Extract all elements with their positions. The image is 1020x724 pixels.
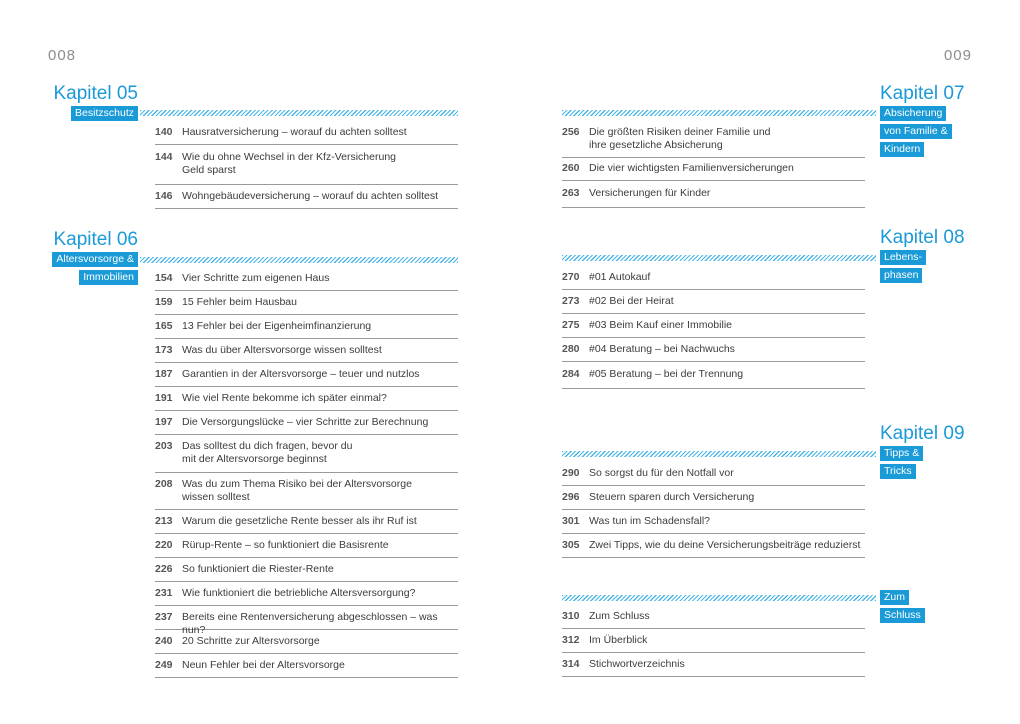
toc-entry-title: Garantien in der Altersvorsorge – teuer und nutzlos xyxy=(182,368,420,380)
toc-entry-title: Vier Schritte zum eigenen Haus xyxy=(182,272,330,284)
toc-entry[interactable] xyxy=(562,534,865,558)
chapter-tag: Altersvorsorge & xyxy=(52,252,138,267)
toc-entry-title: Zum Schluss xyxy=(589,610,650,622)
chapter-tag: von Familie & xyxy=(880,124,952,139)
toc-entry-title: 20 Schritte zur Altersvorsorge xyxy=(182,635,320,647)
hatch-divider xyxy=(562,451,876,457)
toc-list-schluss xyxy=(562,605,865,677)
toc-page-number: 197 xyxy=(155,416,173,428)
toc-page-number: 173 xyxy=(155,344,173,356)
toc-entry[interactable] xyxy=(562,290,865,314)
toc-entry-title: Neun Fehler bei der Altersvorsorge xyxy=(182,659,345,671)
toc-entry-title: Die größten Risiken deiner Familie und ihre gesetzliche Absicherung xyxy=(589,126,771,151)
toc-entry[interactable] xyxy=(562,314,865,338)
toc-entry-title: Stichwortverzeichnis xyxy=(589,658,685,670)
hatch-divider xyxy=(140,257,458,263)
chapter-tag: Zum xyxy=(880,590,909,605)
toc-page-number: 165 xyxy=(155,320,173,332)
chapter-tag: Absicherung xyxy=(880,106,946,121)
toc-page-number: 290 xyxy=(562,467,580,479)
toc-page-number: 273 xyxy=(562,295,580,307)
toc-entry-title: Was du über Altersvorsorge wissen solltest xyxy=(182,344,382,356)
chapter-tag: Schluss xyxy=(880,608,925,623)
toc-page-number: 191 xyxy=(155,392,173,404)
toc-page-number: 146 xyxy=(155,190,173,202)
toc-page-number: 284 xyxy=(562,368,580,380)
toc-page-number: 154 xyxy=(155,272,173,284)
toc-entry[interactable] xyxy=(562,158,865,181)
toc-entry[interactable] xyxy=(155,435,458,473)
toc-page-number: 159 xyxy=(155,296,173,308)
toc-entry-title: Die vier wichtigsten Familienversicherungen xyxy=(589,162,794,174)
toc-entry-title: So funktioniert die Riester-Rente xyxy=(182,563,334,575)
toc-entry[interactable] xyxy=(155,582,458,606)
chapter-tag: Immobilien xyxy=(79,270,138,285)
hatch-divider xyxy=(562,595,876,601)
toc-entry[interactable] xyxy=(155,339,458,363)
toc-entry[interactable] xyxy=(562,462,865,486)
toc-entry-title: Rürup-Rente – so funktioniert die Basisrente xyxy=(182,539,389,551)
toc-list-09 xyxy=(562,462,865,558)
chapter-tags-05 xyxy=(71,106,138,121)
toc-page-number: 270 xyxy=(562,271,580,283)
toc-entry[interactable] xyxy=(155,654,458,678)
toc-entry[interactable] xyxy=(155,145,458,185)
toc-page-number: 310 xyxy=(562,610,580,622)
toc-entry-title: #02 Bei der Heirat xyxy=(589,295,674,307)
hatch-divider xyxy=(562,255,876,261)
toc-entry[interactable] xyxy=(155,363,458,387)
toc-page-number: 203 xyxy=(155,440,173,452)
toc-entry[interactable] xyxy=(155,558,458,582)
toc-entry-title: Zwei Tipps, wie du deine Versicherungsbeiträge reduzierst xyxy=(589,539,861,551)
toc-page-number: 226 xyxy=(155,563,173,575)
toc-entry-title: #05 Beratung – bei der Trennung xyxy=(589,368,744,380)
toc-entry[interactable] xyxy=(155,473,458,510)
toc-entry-title: #03 Beim Kauf einer Immobilie xyxy=(589,319,732,331)
chapter-title-05: Kapitel 05 xyxy=(53,83,138,104)
toc-entry[interactable] xyxy=(155,411,458,435)
toc-page-number: 249 xyxy=(155,659,173,671)
toc-entry[interactable] xyxy=(562,653,865,677)
toc-page-number: 280 xyxy=(562,343,580,355)
toc-page-number: 296 xyxy=(562,491,580,503)
chapter-tags-08 xyxy=(880,250,926,283)
toc-list-08 xyxy=(562,266,865,389)
toc-entry-title: Die Versorgungslücke – vier Schritte zur Berechnung xyxy=(182,416,429,428)
toc-entry-title: Was tun im Schadensfall? xyxy=(589,515,711,527)
toc-page-number: 140 xyxy=(155,126,173,138)
toc-page-number: 231 xyxy=(155,587,173,599)
chapter-tag: Kindern xyxy=(880,142,924,157)
toc-list-06 xyxy=(155,267,458,678)
toc-entry-title: Wohngebäudeversicherung – worauf du achten solltest xyxy=(182,190,439,202)
toc-page-number: 213 xyxy=(155,515,173,527)
toc-page-number: 256 xyxy=(562,126,580,138)
page-number-right: 009 xyxy=(943,47,972,64)
toc-entry[interactable] xyxy=(155,267,458,291)
toc-page-number: 305 xyxy=(562,539,580,551)
toc-entry-title: #04 Beratung – bei Nachwuchs xyxy=(589,343,735,355)
chapter-title-06: Kapitel 06 xyxy=(53,229,138,250)
chapter-tag: Besitzschutz xyxy=(71,106,138,121)
toc-page-number: 263 xyxy=(562,187,580,199)
toc-entry[interactable] xyxy=(155,121,458,145)
toc-page-number: 275 xyxy=(562,319,580,331)
toc-entry[interactable] xyxy=(562,181,865,208)
chapter-tags-schluss xyxy=(880,590,925,623)
toc-page-number: 220 xyxy=(155,539,173,551)
toc-entry[interactable] xyxy=(155,291,458,315)
toc-entry[interactable] xyxy=(562,121,865,158)
toc-entry[interactable] xyxy=(155,534,458,558)
toc-page-number: 312 xyxy=(562,634,580,646)
hatch-divider xyxy=(562,110,876,116)
chapter-tag: Tipps & xyxy=(880,446,923,461)
toc-entry-title: Wie viel Rente bekomme ich später einmal? xyxy=(182,392,387,404)
chapter-tags-09 xyxy=(880,446,923,479)
toc-entry-title: Versicherungen für Kinder xyxy=(589,187,711,199)
toc-entry-title: Im Überblick xyxy=(589,634,648,646)
toc-entry[interactable] xyxy=(562,486,865,510)
toc-entry[interactable] xyxy=(562,266,865,290)
toc-entry[interactable] xyxy=(155,387,458,411)
toc-entry-title: Steuern sparen durch Versicherung xyxy=(589,491,755,503)
toc-entry-title: Warum die gesetzliche Rente besser als ihr Ruf ist xyxy=(182,515,417,527)
toc-entry[interactable] xyxy=(155,510,458,534)
toc-page-number: 144 xyxy=(155,151,173,163)
chapter-tag: Lebens- xyxy=(880,250,926,265)
toc-page-number: 208 xyxy=(155,478,173,490)
toc-list-07 xyxy=(562,121,865,208)
toc-entry-title: 13 Fehler bei der Eigenheimfinanzierung xyxy=(182,320,372,332)
toc-entry[interactable] xyxy=(155,185,458,209)
toc-page-number: 240 xyxy=(155,635,173,647)
toc-entry-title: Wie du ohne Wechsel in der Kfz-Versicherung Geld sparst xyxy=(182,151,396,176)
toc-page-number: 260 xyxy=(562,162,580,174)
toc-entry-title: Hausratversicherung – worauf du achten solltest xyxy=(182,126,407,138)
toc-entry-title: Bereits eine Rentenversicherung abgeschlossen – was nun? xyxy=(182,611,438,636)
toc-list-05 xyxy=(155,121,458,209)
toc-page-number: 187 xyxy=(155,368,173,380)
toc-entry[interactable] xyxy=(562,338,865,362)
toc-entry-title: 15 Fehler beim Hausbau xyxy=(182,296,297,308)
toc-entry[interactable] xyxy=(155,606,458,636)
toc-entry[interactable] xyxy=(562,362,865,389)
toc-entry-title: Was du zum Thema Risiko bei der Altersvorsorge wissen solltest xyxy=(182,478,412,503)
toc-entry-title: Wie funktioniert die betriebliche Altersversorgung? xyxy=(182,587,416,599)
chapter-tags-06 xyxy=(52,252,138,285)
toc-entry-title: Das solltest du dich fragen, bevor du mit der Altersvorsorge beginnst xyxy=(182,440,353,465)
hatch-divider xyxy=(140,110,458,116)
chapter-title-09: Kapitel 09 xyxy=(880,423,965,444)
toc-entry[interactable] xyxy=(562,510,865,534)
chapter-tag: Tricks xyxy=(880,464,916,479)
toc-entry-title: #01 Autokauf xyxy=(589,271,651,283)
toc-page-number: 314 xyxy=(562,658,580,670)
chapter-tag: phasen xyxy=(880,268,922,283)
chapter-title-08: Kapitel 08 xyxy=(880,227,965,248)
toc-entry[interactable] xyxy=(562,629,865,653)
page-number-left: 008 xyxy=(48,47,77,64)
toc-page-number: 301 xyxy=(562,515,580,527)
toc-page-number: 237 xyxy=(155,611,173,623)
toc-entry-title: So sorgst du für den Notfall vor xyxy=(589,467,734,479)
toc-entry[interactable] xyxy=(155,315,458,339)
chapter-title-07: Kapitel 07 xyxy=(880,83,965,104)
chapter-tags-07 xyxy=(880,106,952,157)
toc-entry[interactable] xyxy=(562,605,865,629)
